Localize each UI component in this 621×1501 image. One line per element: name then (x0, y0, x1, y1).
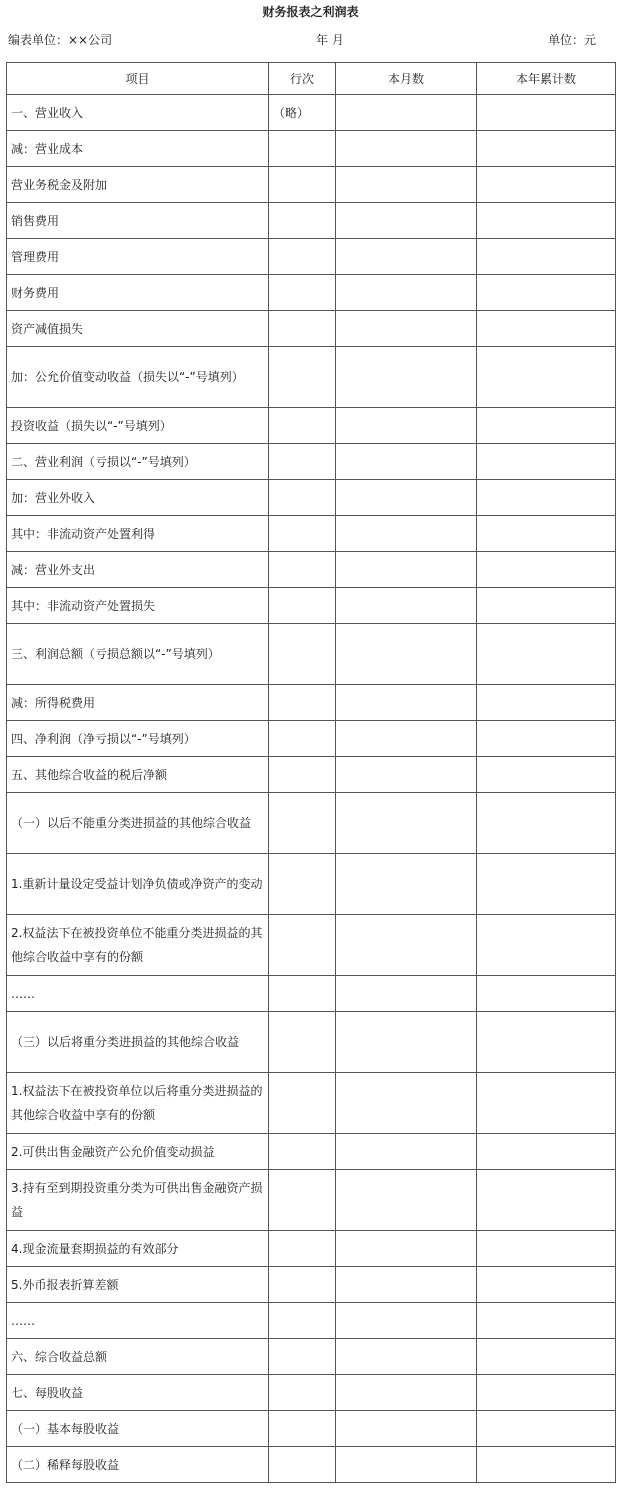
table-row (7, 1170, 616, 1231)
row-line (269, 1303, 336, 1339)
row-line: （略） (269, 95, 336, 131)
row-month (336, 1231, 477, 1267)
row-line (269, 1073, 336, 1134)
row-item: 其中：非流动资产处置利得 (7, 516, 269, 552)
row-item: 财务费用 (7, 275, 269, 311)
row-item: …… (7, 1303, 269, 1339)
row-line (269, 1339, 336, 1375)
table-row (7, 915, 616, 976)
row-ytd (477, 757, 616, 793)
table-row (7, 1267, 616, 1303)
row-month (336, 552, 477, 588)
row-item: 投资收益（损失以“-”号填列） (7, 408, 269, 444)
row-line (269, 721, 336, 757)
row-month (336, 444, 477, 480)
reporting-entity: 编表单位：××公司 (8, 33, 113, 47)
table-row (7, 167, 616, 203)
header-item: 项目 (7, 63, 269, 95)
row-month (336, 1339, 477, 1375)
table-row (7, 1339, 616, 1375)
row-ytd (477, 1411, 616, 1447)
row-item: （三）以后将重分类进损益的其他综合收益 (7, 1012, 269, 1073)
table-row (7, 757, 616, 793)
row-line (269, 311, 336, 347)
table-row (7, 588, 616, 624)
row-item: 4.现金流量套期损益的有效部分 (7, 1231, 269, 1267)
table-row (7, 1012, 616, 1073)
row-line (269, 1170, 336, 1231)
row-month (336, 588, 477, 624)
row-month (336, 685, 477, 721)
table-row (7, 976, 616, 1012)
row-item: 1.重新计量设定受益计划净负债或净资产的变动 (7, 854, 269, 915)
row-ytd (477, 444, 616, 480)
table-row (7, 1231, 616, 1267)
row-month (336, 239, 477, 275)
row-line (269, 1447, 336, 1483)
row-line (269, 275, 336, 311)
row-ytd (477, 793, 616, 854)
table-row (7, 131, 616, 167)
row-ytd (477, 1012, 616, 1073)
row-item: 六、综合收益总额 (7, 1339, 269, 1375)
row-item: 1.权益法下在被投资单位以后将重分类进损益的其他综合收益中享有的份额 (7, 1073, 269, 1134)
row-month (336, 793, 477, 854)
table-row (7, 408, 616, 444)
reporting-period: 年 月 (316, 33, 344, 47)
row-item: 加：营业外收入 (7, 480, 269, 516)
table-row (7, 480, 616, 516)
row-month (336, 1012, 477, 1073)
row-month (336, 167, 477, 203)
table-row (7, 311, 616, 347)
row-item: 四、净利润（净亏损以“-”号填列） (7, 721, 269, 757)
row-line (269, 347, 336, 408)
row-ytd (477, 311, 616, 347)
table-row (7, 1073, 616, 1134)
row-line (269, 408, 336, 444)
row-month (336, 854, 477, 915)
row-item: 5.外币报表折算差额 (7, 1267, 269, 1303)
row-item: （二）稀释每股收益 (7, 1447, 269, 1483)
row-item: 减：所得税费用 (7, 685, 269, 721)
header-current-month: 本月数 (336, 63, 477, 95)
row-ytd (477, 1375, 616, 1411)
row-line (269, 1134, 336, 1170)
row-item: 三、利润总额（亏损总额以“-”号填列） (7, 624, 269, 685)
row-item: （一）以后不能重分类进损益的其他综合收益 (7, 793, 269, 854)
row-ytd (477, 1073, 616, 1134)
row-month (336, 480, 477, 516)
row-line (269, 685, 336, 721)
row-line (269, 516, 336, 552)
row-item: 2.权益法下在被投资单位不能重分类进损益的其他综合收益中享有的份额 (7, 915, 269, 976)
row-month (336, 1411, 477, 1447)
row-month (336, 1375, 477, 1411)
row-line (269, 203, 336, 239)
row-month (336, 516, 477, 552)
row-item: 加：公允价值变动收益（损失以“-”号填列） (7, 347, 269, 408)
row-month (336, 311, 477, 347)
row-ytd (477, 203, 616, 239)
row-month (336, 624, 477, 685)
row-month (336, 1303, 477, 1339)
row-ytd (477, 95, 616, 131)
row-month (336, 721, 477, 757)
table-row (7, 239, 616, 275)
table-row (7, 685, 616, 721)
row-ytd (477, 516, 616, 552)
row-ytd (477, 721, 616, 757)
row-item: 一、营业收入 (7, 95, 269, 131)
row-ytd (477, 624, 616, 685)
row-month (336, 408, 477, 444)
row-item: 减：营业外支出 (7, 552, 269, 588)
row-item: 其中：非流动资产处置损失 (7, 588, 269, 624)
table-header-row (7, 63, 616, 95)
row-line (269, 588, 336, 624)
table-row (7, 1447, 616, 1483)
row-item: 2.可供出售金融资产公允价值变动损益 (7, 1134, 269, 1170)
table-row (7, 95, 616, 131)
row-line (269, 1375, 336, 1411)
row-ytd (477, 976, 616, 1012)
row-ytd (477, 131, 616, 167)
row-item: 五、其他综合收益的税后净额 (7, 757, 269, 793)
row-item: 减：营业成本 (7, 131, 269, 167)
row-item: 营业务税金及附加 (7, 167, 269, 203)
row-line (269, 444, 336, 480)
row-ytd (477, 1231, 616, 1267)
row-month (336, 347, 477, 408)
row-line (269, 131, 336, 167)
row-line (269, 167, 336, 203)
row-item: （一）基本每股收益 (7, 1411, 269, 1447)
row-line (269, 854, 336, 915)
row-ytd (477, 1134, 616, 1170)
table-row (7, 203, 616, 239)
row-line (269, 1231, 336, 1267)
row-line (269, 976, 336, 1012)
row-item: 二、营业利润（亏损以“-”号填列） (7, 444, 269, 480)
row-ytd (477, 552, 616, 588)
row-month (336, 95, 477, 131)
row-ytd (477, 685, 616, 721)
table-row (7, 854, 616, 915)
row-line (269, 480, 336, 516)
row-month (336, 275, 477, 311)
row-item: 七、每股收益 (7, 1375, 269, 1411)
report-title: 财务报表之利润表 (262, 5, 359, 19)
row-month (336, 976, 477, 1012)
row-item: 管理费用 (7, 239, 269, 275)
table-row (7, 1411, 616, 1447)
row-month (336, 131, 477, 167)
row-ytd (477, 588, 616, 624)
row-ytd (477, 408, 616, 444)
row-ytd (477, 915, 616, 976)
table-row (7, 516, 616, 552)
row-line (269, 1012, 336, 1073)
row-month (336, 203, 477, 239)
row-ytd (477, 275, 616, 311)
table-row (7, 624, 616, 685)
row-month (336, 1073, 477, 1134)
row-item: …… (7, 976, 269, 1012)
row-ytd (477, 1170, 616, 1231)
header-line-no: 行次 (269, 63, 336, 95)
row-ytd (477, 239, 616, 275)
row-line (269, 1267, 336, 1303)
row-item: 资产减值损失 (7, 311, 269, 347)
row-item: 销售费用 (7, 203, 269, 239)
row-line (269, 624, 336, 685)
table-row (7, 1375, 616, 1411)
row-ytd (477, 854, 616, 915)
row-ytd (477, 347, 616, 408)
table-row (7, 1303, 616, 1339)
row-month (336, 1134, 477, 1170)
row-line (269, 915, 336, 976)
row-ytd (477, 167, 616, 203)
row-month (336, 1447, 477, 1483)
row-line (269, 1411, 336, 1447)
table-row (7, 444, 616, 480)
row-month (336, 757, 477, 793)
header-year-to-date: 本年累计数 (477, 63, 616, 95)
row-month (336, 1170, 477, 1231)
currency-unit: 单位：元 (548, 33, 597, 47)
row-ytd (477, 1267, 616, 1303)
row-line (269, 552, 336, 588)
row-month (336, 1267, 477, 1303)
row-line (269, 757, 336, 793)
income-statement-table (6, 62, 616, 1483)
table-row (7, 721, 616, 757)
table-row (7, 552, 616, 588)
row-month (336, 915, 477, 976)
row-line (269, 239, 336, 275)
row-ytd (477, 480, 616, 516)
table-row (7, 275, 616, 311)
table-row (7, 1134, 616, 1170)
table-row (7, 793, 616, 854)
table-row (7, 347, 616, 408)
row-line (269, 793, 336, 854)
row-ytd (477, 1303, 616, 1339)
row-ytd (477, 1339, 616, 1375)
row-item: 3.持有至到期投资重分类为可供出售金融资产损益 (7, 1170, 269, 1231)
row-ytd (477, 1447, 616, 1483)
